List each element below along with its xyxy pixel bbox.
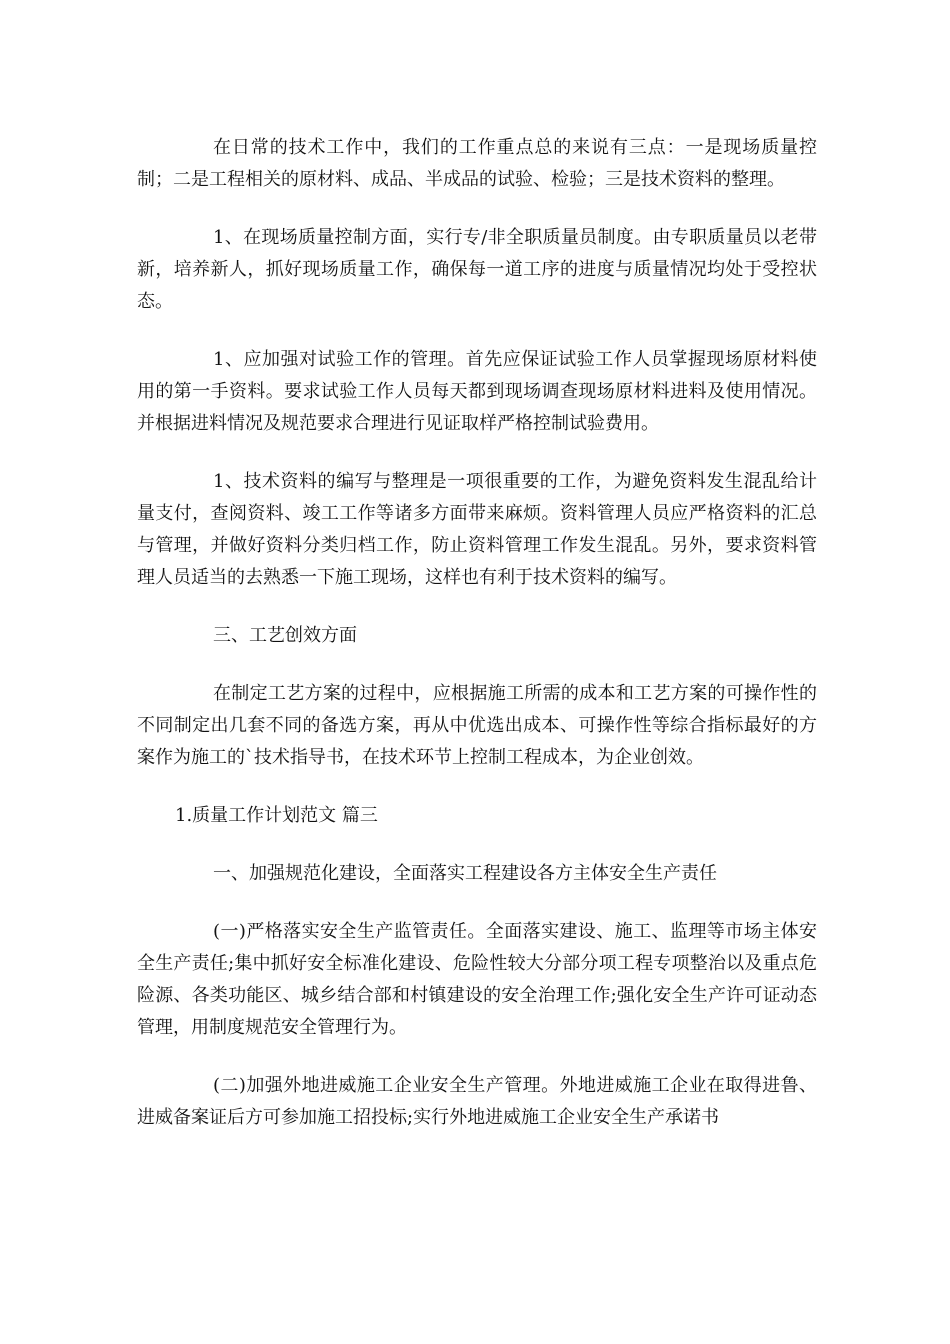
paragraph-process-plan: 在制定工艺方案的过程中，应根据施工所需的成本和工艺方案的可操作性的不同制定出几套不同的备选方案，再从中优选出成本、可操作性等综合指标最好的方案作为施工的`技术指导书，在技术环节上控制工程成本，为企业创效。 (137, 683, 817, 768)
paragraph-site-quality-control: 1、在现场质量控制方面，实行专/非全职质量员制度。由专职质量员以老带新，培养新人，抓好现场质量工作，确保每一道工序的进度与质量情况均处于受控状态。 (137, 227, 817, 312)
paragraph-safety-supervision: (一)严格落实安全生产监管责任。全面落实建设、施工、监理等市场主体安全生产责任;集中抓好安全标准化建设、危险性较大分部分项工程专项整治以及重点危险源、各类功能区、城乡结合部和村镇建设的安全治理工作;强化安全生产许可证动态管理，用制度规范安全管理行为。 (137, 921, 817, 1038)
document-body (137, 132, 817, 1134)
paragraph-external-contractors: (二)加强外地进威施工企业安全生产管理。外地进威施工企业在取得进鲁、进威备案证后方可参加施工招投标;实行外地进威施工企业安全生产承诺书 (137, 1075, 817, 1128)
section-heading-standardization: 一、加强规范化建设，全面落实工程建设各方主体安全生产责任 (213, 863, 717, 884)
paragraph-testing-management: 1、应加强对试验工作的管理。首先应保证试验工作人员掌握现场原材料使用的第一手资料。要求试验工作人员每天都到现场调查现场原材料进料及使用情况。并根据进料情况及规范要求合理进行见证取样严格控制试验费用。 (137, 349, 817, 434)
paragraph-technical-documents: 1、技术资料的编写与整理是一项很重要的工作，为避免资料发生混乱给计量支付，查阅资料、竣工工作等诸多方面带来麻烦。资料管理人员应严格资料的汇总与管理，并做好资料分类归档工作，防止资料管理工作发生混乱。另外，要求资料管理人员适当的去熟悉一下施工现场，这样也有利于技术资料的编写。 (137, 471, 817, 588)
section-heading-process-efficiency: 三、工艺创效方面 (213, 625, 357, 646)
article-title-part-three: 1.质量工作计划范文 篇三 (175, 805, 378, 826)
paragraph-technical-work-focus: 在日常的技术工作中，我们的工作重点总的来说有三点：一是现场质量控制；二是工程相关的原材料、成品、半成品的试验、检验；三是技术资料的整理。 (137, 137, 817, 190)
